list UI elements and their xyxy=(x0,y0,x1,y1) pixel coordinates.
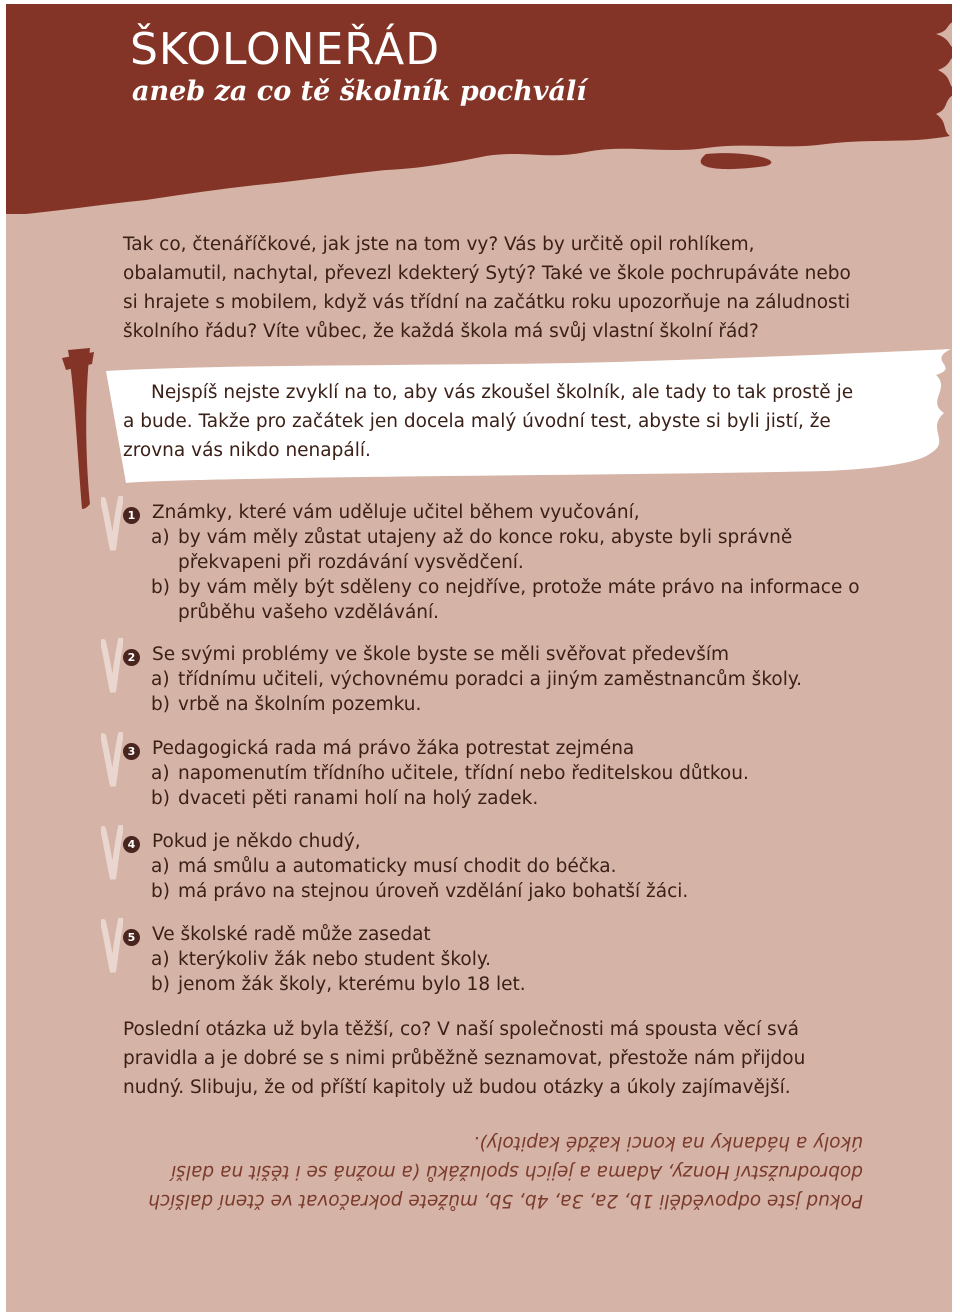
answer-option-b[interactable] xyxy=(123,786,863,811)
question-2 xyxy=(123,642,863,717)
question-text: Pedagogická rada má právo žáka potrestat zejména xyxy=(152,738,635,759)
question-number: 2 xyxy=(123,649,140,666)
intro-paragraph-2 xyxy=(123,378,863,465)
check-mark-icon xyxy=(101,638,123,694)
option-text: třídnímu učiteli, výchovnému poradci a jiným zaměstnancům školy. xyxy=(178,669,803,690)
answer-option-b[interactable] xyxy=(123,972,863,997)
option-label: a) xyxy=(151,763,170,784)
option-text: má právo na stejnou úroveň vzdělání jako bohatší žáci. xyxy=(178,881,689,902)
option-label: a) xyxy=(151,669,170,690)
answer-option-b[interactable] xyxy=(123,692,863,717)
question-number: 4 xyxy=(123,836,140,853)
option-text: napomenutím třídního učitele, třídní nebo ředitelskou důtkou. xyxy=(178,763,749,784)
question-number: 1 xyxy=(123,507,140,524)
question-3 xyxy=(123,736,863,811)
option-label: b) xyxy=(151,974,170,995)
option-label: b) xyxy=(151,577,170,598)
answer-key-upside-down: Pokud jste odpověděli 1b, 2a, 3a, 4b, 5b, můžete pokračovat ve čtení dalších dobrodružství Honzy, Adama a jejich spolužáků (a možná se i těšit na další úkoly a hádanky na konci každé kapitoly). xyxy=(148,1132,863,1211)
option-text: by vám měly zůstat utajeny až do konce roku, abyste byli správně překvapeni při rozdávání vysvědčení. xyxy=(178,527,793,573)
option-text: má smůlu a automaticky musí chodit do béčka. xyxy=(178,856,617,877)
question-5 xyxy=(123,922,863,997)
answer-option-a[interactable] xyxy=(123,947,863,972)
option-label: a) xyxy=(151,527,170,548)
question-1 xyxy=(123,500,863,625)
option-text: vrbě na školním pozemku. xyxy=(178,694,422,715)
intro-paragraph: Tak co, čtenáříčkové, jak jste na tom vy? Vás by určitě opil rohlíkem, obalamutil, nachytal, převezl kdekterý Sytý? Také ve škole pochrupáváte nebo si hrajete s mobilem, když vás třídní na začátku roku upozorňuje na záludnosti školního řádu? Víte vůbec, že každá škola má svůj vlastní školní řád? xyxy=(123,234,851,342)
option-label: a) xyxy=(151,949,170,970)
option-label: b) xyxy=(151,694,170,715)
answer-option-b[interactable] xyxy=(123,575,863,625)
question-text: Pokud je někdo chudý, xyxy=(152,831,361,852)
check-mark-icon xyxy=(101,496,123,552)
check-mark-icon xyxy=(101,825,123,881)
page xyxy=(6,4,952,1312)
answer-option-a[interactable] xyxy=(123,667,863,692)
check-mark-icon xyxy=(101,732,123,788)
option-label: b) xyxy=(151,788,170,809)
check-mark-icon xyxy=(101,918,123,974)
page-title: ŠKOLONEŘÁD xyxy=(130,24,441,75)
outro-paragraph: Poslední otázka už byla těžší, co? V naší společnosti má spousta věcí svá pravidla a je dobré se s nimi průběžně seznamovat, přestože nám přijdou nudný. Slibuju, že od příští kapitoly už budou otázky a úkoly zajímavější. xyxy=(123,1019,806,1098)
question-number: 3 xyxy=(123,743,140,760)
page-subtitle: aneb za co tě školník pochválí xyxy=(132,76,587,107)
option-label: b) xyxy=(151,881,170,902)
question-number: 5 xyxy=(123,929,140,946)
answer-option-a[interactable] xyxy=(123,525,863,575)
intro-paragraph-2-text: Nejspíš nejste zvyklí na to, aby vás zkoušel školník, ale tady to tak prostě je a bude. Takže pro začátek jen docela malý úvodní test, abyste si byli jistí, že zrovna vás nikdo nenapálí. xyxy=(123,382,854,461)
option-text: jenom žák školy, kterému bylo 18 let. xyxy=(178,974,526,995)
brush-mark-icon xyxy=(60,344,100,514)
question-text: Známky, které vám uděluje učitel během vyučování, xyxy=(152,502,640,523)
option-label: a) xyxy=(151,856,170,877)
question-text: Se svými problémy ve škole byste se měli svěřovat především xyxy=(152,644,729,665)
answer-option-b[interactable] xyxy=(123,879,863,904)
option-text: kterýkoliv žák nebo student školy. xyxy=(178,949,492,970)
option-text: dvaceti pěti ranami holí na holý zadek. xyxy=(178,788,539,809)
option-text: by vám měly být sděleny co nejdříve, protože máte právo na informace o průběhu vašeho vzdělávání. xyxy=(178,577,860,623)
question-text: Ve školské radě může zasedat xyxy=(152,924,431,945)
question-4 xyxy=(123,829,863,904)
answer-option-a[interactable] xyxy=(123,761,863,786)
answer-option-a[interactable] xyxy=(123,854,863,879)
